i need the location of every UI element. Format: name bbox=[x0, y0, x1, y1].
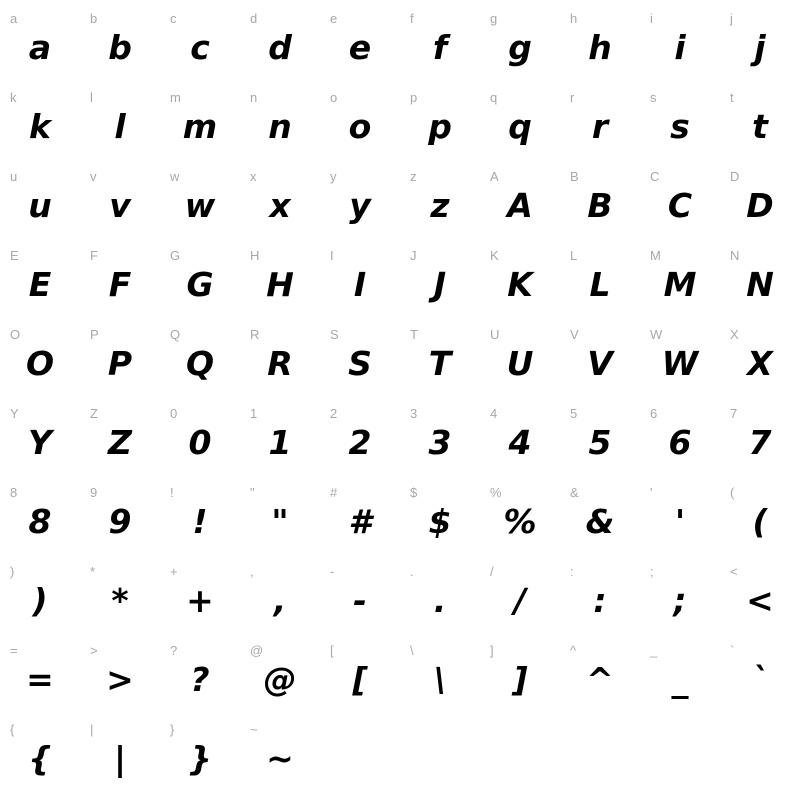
glyph-cell bbox=[0, 478, 80, 557]
glyph-sample: H bbox=[266, 265, 294, 304]
glyph-cell bbox=[160, 241, 240, 320]
glyph-char-label: E bbox=[10, 248, 19, 263]
glyph-cell bbox=[240, 557, 320, 636]
glyph-char-label: ^ bbox=[570, 643, 577, 658]
glyph-sample: 5 bbox=[588, 423, 612, 462]
glyph-char-label: 1 bbox=[250, 406, 258, 421]
glyph-sample: c bbox=[190, 28, 210, 67]
glyph-char-label: l bbox=[90, 90, 93, 105]
glyph-char-label: & bbox=[570, 485, 579, 500]
glyph-char-label: X bbox=[730, 327, 739, 342]
glyph-char-label: d bbox=[250, 11, 258, 26]
glyph-cell bbox=[80, 557, 160, 636]
glyph-sample: g bbox=[508, 28, 532, 67]
glyph-cell-empty bbox=[320, 715, 400, 794]
glyph-sample: Z bbox=[108, 423, 132, 462]
glyph-char-label: B bbox=[570, 169, 579, 184]
glyph-char-label: - bbox=[330, 564, 335, 579]
glyph-sample: K bbox=[507, 265, 533, 304]
glyph-sample: = bbox=[26, 660, 54, 699]
glyph-char-label: ] bbox=[490, 643, 494, 658]
glyph-cell bbox=[240, 636, 320, 715]
glyph-cell bbox=[400, 4, 480, 83]
glyph-char-label: r bbox=[570, 90, 575, 105]
glyph-sample: ] bbox=[512, 660, 528, 699]
glyph-cell bbox=[160, 399, 240, 478]
glyph-cell bbox=[320, 83, 400, 162]
glyph-char-label: 0 bbox=[170, 406, 178, 421]
glyph-cell bbox=[240, 83, 320, 162]
glyph-char-label: m bbox=[170, 90, 181, 105]
glyph-cell bbox=[400, 162, 480, 241]
glyph-cell bbox=[560, 399, 640, 478]
glyph-char-label: n bbox=[250, 90, 258, 105]
glyph-cell bbox=[80, 241, 160, 320]
glyph-char-label: | bbox=[90, 722, 94, 737]
glyph-cell bbox=[480, 241, 560, 320]
glyph-char-label: g bbox=[490, 11, 498, 26]
glyph-char-label: ? bbox=[170, 643, 178, 658]
glyph-sample: G bbox=[186, 265, 214, 304]
glyph-sample: , bbox=[273, 581, 287, 620]
glyph-cell bbox=[480, 162, 560, 241]
glyph-cell bbox=[720, 4, 800, 83]
glyph-char-label: j bbox=[730, 11, 733, 26]
glyph-sample: d bbox=[268, 28, 292, 67]
glyph-char-label: e bbox=[330, 11, 338, 26]
glyph-cell bbox=[80, 636, 160, 715]
glyph-cell bbox=[320, 399, 400, 478]
glyph-cell bbox=[640, 83, 720, 162]
glyph-cell bbox=[560, 636, 640, 715]
glyph-sample: $ bbox=[428, 502, 452, 541]
glyph-char-label: y bbox=[330, 169, 337, 184]
glyph-char-label: [ bbox=[330, 643, 334, 658]
glyph-sample: # bbox=[348, 502, 372, 541]
glyph-sample: 0 bbox=[188, 423, 212, 462]
glyph-sample: 1 bbox=[268, 423, 292, 462]
glyph-sample: m bbox=[182, 107, 218, 146]
glyph-cell bbox=[640, 320, 720, 399]
glyph-cell bbox=[160, 83, 240, 162]
glyph-cell-empty bbox=[640, 715, 720, 794]
glyph-sample: w bbox=[184, 186, 216, 225]
glyph-cell bbox=[400, 636, 480, 715]
glyph-sample: > bbox=[106, 660, 134, 699]
glyph-sample: C bbox=[667, 186, 693, 225]
glyph-cell bbox=[480, 83, 560, 162]
glyph-char-label: P bbox=[90, 327, 99, 342]
glyph-char-label: a bbox=[10, 11, 18, 26]
glyph-cell bbox=[80, 478, 160, 557]
glyph-cell bbox=[480, 636, 560, 715]
glyph-cell bbox=[80, 83, 160, 162]
glyph-sample: ? bbox=[190, 660, 210, 699]
glyph-sample: x bbox=[269, 186, 291, 225]
glyph-sample: o bbox=[348, 107, 372, 146]
glyph-sample: q bbox=[508, 107, 532, 146]
glyph-char-label: o bbox=[330, 90, 338, 105]
glyph-cell bbox=[640, 162, 720, 241]
glyph-char-label: 7 bbox=[730, 406, 738, 421]
glyph-sample: s bbox=[670, 107, 690, 146]
glyph-sample: ! bbox=[192, 502, 208, 541]
glyph-char-label: z bbox=[410, 169, 417, 184]
glyph-char-label: J bbox=[410, 248, 417, 263]
glyph-char-label: : bbox=[570, 564, 574, 579]
glyph-cell bbox=[240, 478, 320, 557]
glyph-cell bbox=[320, 636, 400, 715]
glyph-sample: @ bbox=[263, 660, 297, 699]
glyph-cell bbox=[160, 557, 240, 636]
glyph-sample: } bbox=[188, 739, 212, 778]
glyph-char-label: \ bbox=[410, 643, 414, 658]
glyph-cell bbox=[400, 478, 480, 557]
glyph-char-label: % bbox=[490, 485, 502, 500]
glyph-sample: X bbox=[747, 344, 773, 383]
glyph-cell bbox=[560, 162, 640, 241]
glyph-sample: l bbox=[114, 107, 126, 146]
glyph-cell bbox=[160, 636, 240, 715]
glyph-sample: E bbox=[28, 265, 52, 304]
glyph-char-label: v bbox=[90, 169, 97, 184]
glyph-sample: I bbox=[353, 265, 367, 304]
glyph-sample: f bbox=[432, 28, 448, 67]
glyph-cell bbox=[480, 320, 560, 399]
glyph-cell bbox=[320, 162, 400, 241]
glyph-cell bbox=[0, 162, 80, 241]
glyph-char-label: U bbox=[490, 327, 500, 342]
glyph-char-label: ; bbox=[650, 564, 654, 579]
glyph-cell bbox=[240, 162, 320, 241]
glyph-char-label: ! bbox=[170, 485, 174, 500]
glyph-sample: e bbox=[348, 28, 372, 67]
glyph-cell bbox=[160, 320, 240, 399]
glyph-cell bbox=[400, 557, 480, 636]
glyph-char-label: i bbox=[650, 11, 653, 26]
glyph-sample: \ bbox=[433, 660, 447, 699]
glyph-sample: N bbox=[746, 265, 774, 304]
glyph-sample: u bbox=[28, 186, 52, 225]
glyph-cell bbox=[640, 4, 720, 83]
glyph-sample: T bbox=[428, 344, 452, 383]
glyph-char-label: S bbox=[330, 327, 339, 342]
glyph-cell bbox=[0, 557, 80, 636]
glyph-sample: % bbox=[503, 502, 537, 541]
glyph-cell bbox=[0, 83, 80, 162]
glyph-sample: [ bbox=[352, 660, 368, 699]
glyph-sample: 3 bbox=[428, 423, 452, 462]
glyph-cell bbox=[320, 478, 400, 557]
glyph-char-label: } bbox=[170, 722, 175, 737]
glyph-cell bbox=[720, 557, 800, 636]
glyph-char-label: + bbox=[170, 564, 178, 579]
glyph-char-label: A bbox=[490, 169, 499, 184]
glyph-char-label: " bbox=[250, 485, 255, 500]
glyph-cell bbox=[560, 4, 640, 83]
glyph-char-label: _ bbox=[650, 643, 658, 658]
glyph-sample: Q bbox=[185, 344, 215, 383]
glyph-cell bbox=[320, 320, 400, 399]
glyph-cell bbox=[240, 399, 320, 478]
glyph-char-label: x bbox=[250, 169, 257, 184]
glyph-sample: h bbox=[588, 28, 612, 67]
glyph-sample: y bbox=[349, 186, 371, 225]
glyph-char-label: { bbox=[10, 722, 15, 737]
glyph-cell bbox=[240, 241, 320, 320]
glyph-char-label: K bbox=[490, 248, 499, 263]
glyph-sample: 8 bbox=[28, 502, 52, 541]
glyph-char-label: ~ bbox=[250, 722, 258, 737]
glyph-char-label: = bbox=[10, 643, 18, 658]
glyph-sample: - bbox=[353, 581, 367, 620]
glyph-char-label: 4 bbox=[490, 406, 498, 421]
glyph-sample: + bbox=[186, 581, 214, 620]
glyph-sample: 6 bbox=[668, 423, 692, 462]
glyph-sample: r bbox=[591, 107, 609, 146]
glyph-char-label: $ bbox=[410, 485, 418, 500]
glyph-cell bbox=[0, 399, 80, 478]
glyph-char-label: ' bbox=[650, 485, 653, 500]
glyph-char-label: , bbox=[250, 564, 254, 579]
glyph-char-label: H bbox=[250, 248, 260, 263]
glyph-cell bbox=[80, 4, 160, 83]
glyph-cell bbox=[560, 557, 640, 636]
glyph-cell bbox=[160, 715, 240, 794]
glyph-sample: . bbox=[433, 581, 447, 620]
glyph-char-label: ` bbox=[730, 643, 735, 658]
glyph-cell bbox=[640, 399, 720, 478]
glyph-sample: z bbox=[430, 186, 450, 225]
glyph-char-label: 3 bbox=[410, 406, 418, 421]
glyph-cell bbox=[400, 83, 480, 162]
glyph-cell bbox=[400, 241, 480, 320]
glyph-char-label: w bbox=[170, 169, 180, 184]
glyph-char-label: f bbox=[410, 11, 414, 26]
glyph-sample: & bbox=[585, 502, 615, 541]
glyph-cell bbox=[0, 715, 80, 794]
glyph-char-label: k bbox=[10, 90, 17, 105]
glyph-cell bbox=[640, 478, 720, 557]
glyph-cell bbox=[320, 557, 400, 636]
glyph-cell bbox=[80, 715, 160, 794]
glyph-sample: U bbox=[506, 344, 534, 383]
glyph-char-label: 5 bbox=[570, 406, 578, 421]
glyph-sample: A bbox=[507, 186, 533, 225]
glyph-char-label: # bbox=[330, 485, 338, 500]
glyph-char-label: W bbox=[650, 327, 663, 342]
glyph-cell-empty bbox=[560, 715, 640, 794]
glyph-char-label: * bbox=[90, 564, 96, 579]
glyph-sample: R bbox=[267, 344, 293, 383]
glyph-sample: O bbox=[25, 344, 55, 383]
glyph-char-label: D bbox=[730, 169, 740, 184]
glyph-char-label: F bbox=[90, 248, 98, 263]
glyph-sample: 7 bbox=[748, 423, 772, 462]
glyph-sample: < bbox=[746, 581, 774, 620]
glyph-cell bbox=[560, 478, 640, 557]
glyph-sample: P bbox=[107, 344, 133, 383]
glyph-sample: B bbox=[587, 186, 613, 225]
glyph-sample: " bbox=[271, 502, 289, 541]
glyph-sample: 9 bbox=[108, 502, 132, 541]
glyph-cell bbox=[560, 241, 640, 320]
glyph-sample: v bbox=[109, 186, 131, 225]
glyph-cell bbox=[400, 320, 480, 399]
glyph-sample: W bbox=[661, 344, 699, 383]
glyph-char-label: 2 bbox=[330, 406, 338, 421]
glyph-char-label: Y bbox=[10, 406, 19, 421]
glyph-cell bbox=[560, 83, 640, 162]
glyph-sample: t bbox=[752, 107, 768, 146]
glyph-cell bbox=[640, 636, 720, 715]
glyph-char-label: T bbox=[410, 327, 418, 342]
glyph-char-label: > bbox=[90, 643, 98, 658]
glyph-char-label: 6 bbox=[650, 406, 658, 421]
glyph-char-label: < bbox=[730, 564, 738, 579]
glyph-char-label: 8 bbox=[10, 485, 18, 500]
glyph-cell bbox=[480, 557, 560, 636]
glyph-cell bbox=[720, 162, 800, 241]
glyph-sample: D bbox=[746, 186, 774, 225]
glyph-cell bbox=[480, 478, 560, 557]
glyph-sample: * bbox=[111, 581, 129, 620]
glyph-char-label: b bbox=[90, 11, 98, 26]
glyph-cell bbox=[320, 241, 400, 320]
glyph-sample: j bbox=[754, 28, 766, 67]
glyph-cell bbox=[80, 320, 160, 399]
glyph-sample: i bbox=[674, 28, 686, 67]
glyph-cell-empty bbox=[480, 715, 560, 794]
glyph-sample: _ bbox=[671, 660, 689, 699]
glyph-char-label: ( bbox=[730, 485, 735, 500]
glyph-cell bbox=[240, 320, 320, 399]
glyph-char-label: N bbox=[730, 248, 740, 263]
glyph-cell bbox=[720, 636, 800, 715]
glyph-sample: J bbox=[433, 265, 447, 304]
glyph-sample: ` bbox=[751, 660, 769, 699]
glyph-sample: ' bbox=[674, 502, 686, 541]
glyph-cell bbox=[0, 241, 80, 320]
glyph-cell bbox=[480, 399, 560, 478]
glyph-cell bbox=[0, 4, 80, 83]
glyph-cell bbox=[720, 83, 800, 162]
glyph-cell bbox=[320, 4, 400, 83]
glyph-cell bbox=[640, 557, 720, 636]
glyph-char-label: G bbox=[170, 248, 181, 263]
glyph-char-label: Q bbox=[170, 327, 181, 342]
glyph-cell bbox=[240, 4, 320, 83]
glyph-cell bbox=[400, 399, 480, 478]
glyph-char-label: t bbox=[730, 90, 734, 105]
glyph-char-label: q bbox=[490, 90, 498, 105]
glyph-char-label: L bbox=[570, 248, 578, 263]
glyph-sample: Y bbox=[28, 423, 52, 462]
glyph-cell bbox=[160, 162, 240, 241]
glyph-sample: ^ bbox=[586, 660, 614, 699]
glyph-char-label: 9 bbox=[90, 485, 98, 500]
glyph-sample: 2 bbox=[348, 423, 372, 462]
glyph-cell bbox=[160, 478, 240, 557]
glyph-char-label: s bbox=[650, 90, 657, 105]
glyph-cell bbox=[80, 399, 160, 478]
glyph-char-label: V bbox=[570, 327, 579, 342]
glyph-cell bbox=[480, 4, 560, 83]
glyph-sample: p bbox=[428, 107, 452, 146]
glyph-sample: L bbox=[589, 265, 611, 304]
glyph-sample: b bbox=[108, 28, 132, 67]
glyph-char-label: Z bbox=[90, 406, 98, 421]
glyph-cell bbox=[560, 320, 640, 399]
glyph-char-label: . bbox=[410, 564, 414, 579]
glyph-char-label: / bbox=[490, 564, 494, 579]
glyph-sample: M bbox=[663, 265, 697, 304]
glyph-sample: a bbox=[28, 28, 52, 67]
glyph-cell bbox=[720, 478, 800, 557]
glyph-sample: ~ bbox=[266, 739, 294, 778]
glyph-cell bbox=[240, 715, 320, 794]
glyph-char-label: C bbox=[650, 169, 660, 184]
glyph-cell-empty bbox=[400, 715, 480, 794]
glyph-sample: ) bbox=[32, 581, 48, 620]
glyph-sample: k bbox=[29, 107, 51, 146]
glyph-sample: / bbox=[513, 581, 527, 620]
glyph-cell bbox=[720, 399, 800, 478]
glyph-char-label: O bbox=[10, 327, 21, 342]
glyph-sample: | bbox=[113, 739, 127, 778]
glyph-sample: F bbox=[108, 265, 132, 304]
glyph-sample: S bbox=[348, 344, 372, 383]
glyph-char-label: h bbox=[570, 11, 578, 26]
glyph-cell-empty bbox=[720, 715, 800, 794]
glyph-char-label: ) bbox=[10, 564, 15, 579]
glyph-sample: 4 bbox=[508, 423, 532, 462]
glyph-sample: : bbox=[593, 581, 607, 620]
glyph-cell bbox=[720, 320, 800, 399]
glyph-cell bbox=[0, 636, 80, 715]
glyph-char-label: p bbox=[410, 90, 418, 105]
glyph-char-label: I bbox=[330, 248, 334, 263]
glyph-cell bbox=[80, 162, 160, 241]
glyph-sample: ; bbox=[673, 581, 687, 620]
glyph-sample: { bbox=[28, 739, 52, 778]
glyph-cell bbox=[0, 320, 80, 399]
glyph-char-label: u bbox=[10, 169, 18, 184]
glyph-char-label: @ bbox=[250, 643, 264, 658]
glyph-sample: V bbox=[587, 344, 613, 383]
glyph-cell bbox=[640, 241, 720, 320]
glyph-char-label: c bbox=[170, 11, 177, 26]
glyph-sample: n bbox=[268, 107, 292, 146]
glyph-cell bbox=[160, 4, 240, 83]
glyph-char-label: R bbox=[250, 327, 260, 342]
glyph-char-label: M bbox=[650, 248, 661, 263]
glyph-cell bbox=[720, 241, 800, 320]
glyph-sample: ( bbox=[752, 502, 768, 541]
